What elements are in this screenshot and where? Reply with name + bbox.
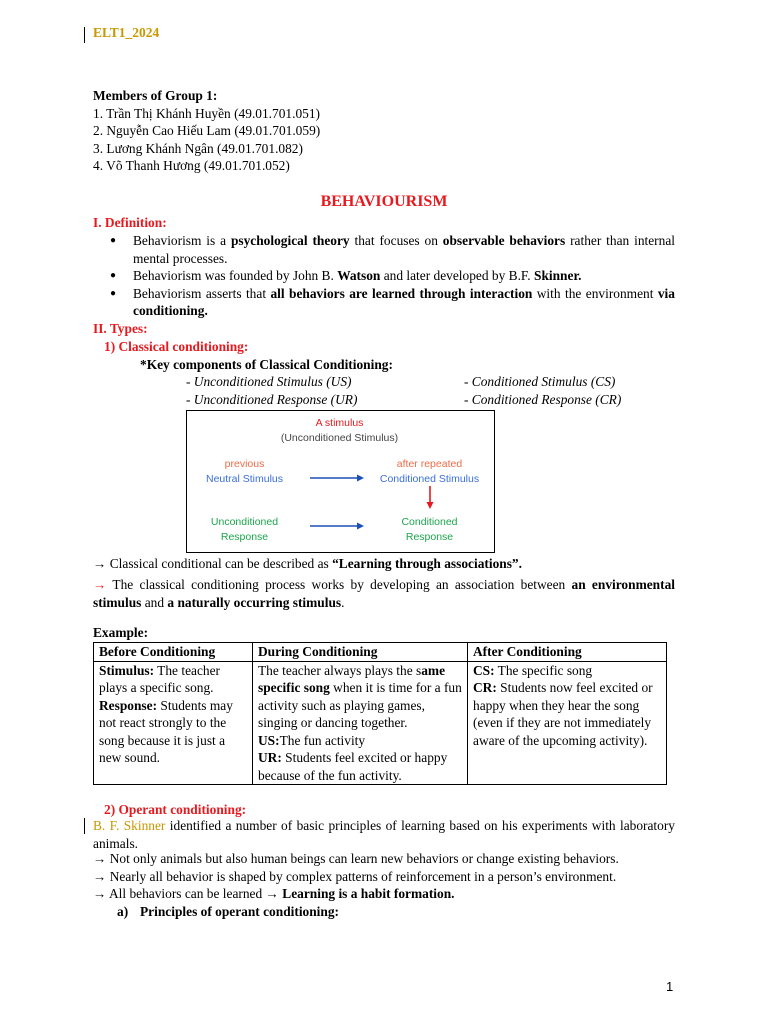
column-header: Before Conditioning <box>94 643 253 662</box>
diagram-unconditioned-response-line2: Response <box>220 531 269 543</box>
classical-heading: 1) Classical conditioning: <box>104 339 249 354</box>
principles-marker: a) <box>117 904 129 919</box>
diagram-neutral-stimulus: Neutral Stimulus <box>205 473 284 485</box>
diagram-conditioned-response-line1: Conditioned <box>401 516 458 528</box>
members-heading: Members of Group 1: <box>93 88 218 103</box>
page-title: BEHAVIOURISM <box>320 193 448 210</box>
list-item: ● Behaviorism is a psychological theory that focuses on observable behaviors rather than internal mental processes. <box>110 233 676 266</box>
column-header: After Conditioning <box>468 643 667 662</box>
bullet-icon: ● <box>110 235 117 246</box>
operant-line: → Not only animals but also human beings can learn new behaviors or change existing behaviors. <box>93 851 619 866</box>
diagram-unconditioned-response-line1: Unconditioned <box>210 516 279 528</box>
skinner-name: B. F. Skinner <box>93 818 166 833</box>
diagram-unconditioned-stimulus: (Unconditioned Stimulus) <box>280 432 399 444</box>
arrow-down-icon <box>427 486 434 509</box>
arrow-right-icon <box>310 523 364 530</box>
diagram-arrows <box>187 411 492 550</box>
column-header: During Conditioning <box>253 643 468 662</box>
example-label: Example: <box>93 625 149 640</box>
during-cell: The teacher always plays the same specific song when it is time for a fun activity such as playing games, singing or dancing together. US:The fun activity UR: Students feel excited or happy because of the fun activity. <box>253 661 468 785</box>
arrow-right-icon <box>310 475 364 482</box>
after-cell: CS: The specific song CR: Students now feel excited or happy when they hear the song (even if they are not immediately aware of the upcoming activity). <box>468 661 667 785</box>
skinner-paragraph: B. F. Skinner identified a number of basic principles of learning based on his experiments with laboratory animals. <box>93 818 676 851</box>
component-cs: - Conditioned Stimulus (CS) <box>464 374 616 389</box>
members-block <box>93 87 320 175</box>
member-item: 1. Trần Thị Khánh Huyền (49.01.701.051) <box>93 105 321 121</box>
member-item: 4. Võ Thanh Hương (49.01.701.052) <box>93 158 290 173</box>
classical-conditioning-diagram <box>186 410 495 553</box>
example-table <box>93 642 667 785</box>
bullet-icon: ● <box>110 270 117 281</box>
course-header: ELT1_2024 <box>93 25 160 40</box>
diagram-previous: previous <box>224 458 265 470</box>
principles-heading: Principles of operant conditioning: <box>140 904 340 919</box>
classical-description: → Classical conditional can be described as “Learning through associations”. <box>93 556 522 571</box>
table-header-row <box>94 643 667 662</box>
definition-heading: I. Definition: <box>93 215 167 230</box>
operant-heading: 2) Operant conditioning: <box>104 802 247 817</box>
list-item: ● Behaviorism was founded by John B. Watson and later developed by B.F. Skinner. <box>110 268 582 283</box>
arrow-icon: → <box>93 577 107 592</box>
diagram-conditioned-response-line2: Response <box>405 531 454 543</box>
component-cr: - Conditioned Response (CR) <box>464 392 622 407</box>
list-item: ● Behaviorism asserts that all behaviors are learned through interaction with the environment via conditioning. <box>110 285 675 318</box>
component-us: - Unconditioned Stimulus (US) <box>186 374 352 389</box>
diagram-conditioned-stimulus: Conditioned Stimulus <box>379 473 480 485</box>
operant-line: → Nearly all behavior is shaped by complex patterns of reinforcement in a person’s environment. <box>93 869 617 884</box>
member-item: 3. Lương Khánh Ngân (49.01.701.082) <box>93 140 303 156</box>
table-row <box>94 661 667 785</box>
member-item: 2. Nguyễn Cao Hiếu Lam (49.01.701.059) <box>93 123 321 138</box>
diagram-stimulus-label: A stimulus <box>315 417 364 429</box>
before-cell: Stimulus: The teacher plays a specific song. Response: Students may not react strongly to the song because it is just a new sound. <box>94 661 253 785</box>
margin-bar <box>84 27 85 43</box>
classical-process-description: → The classical conditioning process works by developing an association between an environmental stimulus and a naturally occurring stimulus. <box>93 577 675 610</box>
operant-line-last: → All behaviors can be learned → Learning is a habit formation. <box>93 886 455 901</box>
bullet-icon: ● <box>110 287 117 299</box>
types-heading: II. Types: <box>93 321 148 336</box>
component-ur: - Unconditioned Response (UR) <box>186 392 358 407</box>
margin-bar <box>84 818 85 834</box>
definition-list <box>110 232 675 320</box>
key-components-heading: *Key components of Classical Conditioning: <box>140 357 393 372</box>
diagram-after-repeated: after repeated <box>396 458 463 470</box>
page-number: 1 <box>666 979 674 994</box>
